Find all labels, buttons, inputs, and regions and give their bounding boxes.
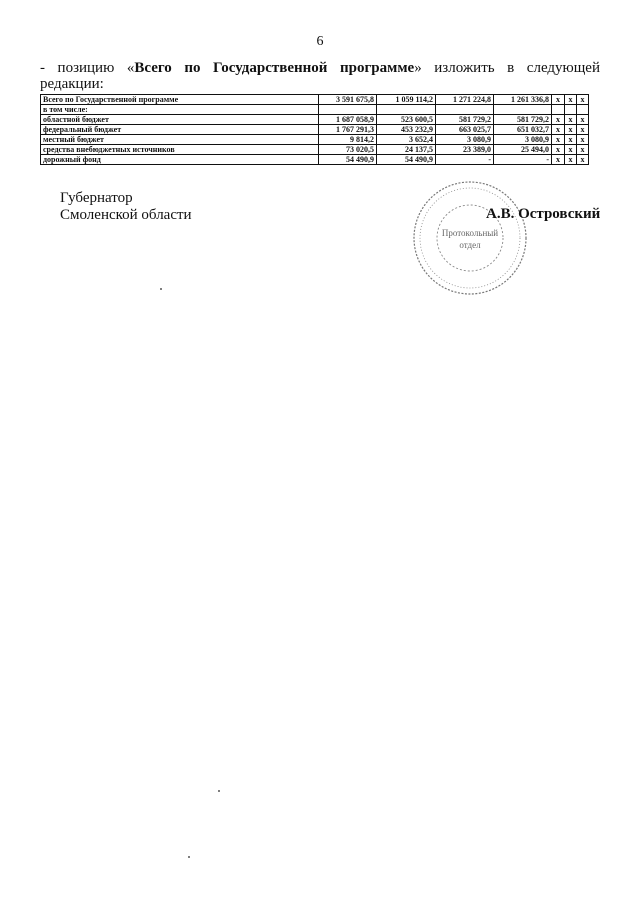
mark-cell: х bbox=[552, 95, 565, 105]
table-row bbox=[41, 155, 589, 165]
intro-paragraph bbox=[40, 60, 600, 92]
row-label: федеральный бюджет bbox=[41, 125, 319, 135]
table-row bbox=[41, 105, 589, 115]
row-label: средства внебюджетных источников bbox=[41, 145, 319, 155]
table-row bbox=[41, 125, 589, 135]
value-cell bbox=[436, 105, 494, 115]
signer-position-line-2: Смоленской области bbox=[60, 207, 192, 223]
intro-bold-phrase: Всего по Государственной программе bbox=[134, 60, 415, 76]
value-cell: 523 600,5 bbox=[377, 115, 436, 125]
mark-cell: х bbox=[552, 155, 565, 165]
value-cell: 23 389,0 bbox=[436, 145, 494, 155]
value-cell: 1 271 224,8 bbox=[436, 95, 494, 105]
mark-cell: х bbox=[552, 115, 565, 125]
row-label: дорожный фонд bbox=[41, 155, 319, 165]
mark-cell: х bbox=[577, 95, 589, 105]
value-cell: 1 059 114,2 bbox=[377, 95, 436, 105]
stamp-text-line-2: отдел bbox=[459, 240, 481, 250]
value-cell bbox=[494, 105, 552, 115]
intro-line-2: редакции: bbox=[40, 76, 104, 92]
mark-cell bbox=[565, 105, 577, 115]
intro-line-1: - позицию «Всего по Государственной программе» изложить в следующей bbox=[40, 60, 600, 76]
row-label: в том числе: bbox=[41, 105, 319, 115]
mark-cell: х bbox=[577, 115, 589, 125]
value-cell: 453 232,9 bbox=[377, 125, 436, 135]
mark-cell: х bbox=[565, 125, 577, 135]
table-row bbox=[41, 145, 589, 155]
mark-cell: х bbox=[552, 135, 565, 145]
row-label: Всего по Государственной программе bbox=[41, 95, 319, 105]
financing-table bbox=[40, 94, 589, 165]
signer-name: А.В. Островский bbox=[486, 206, 601, 222]
scan-speck bbox=[160, 288, 162, 290]
page-number: 6 bbox=[316, 34, 324, 49]
value-cell: 3 080,9 bbox=[494, 135, 552, 145]
mark-cell: х bbox=[577, 135, 589, 145]
mark-cell: х bbox=[552, 125, 565, 135]
row-label: областной бюджет bbox=[41, 115, 319, 125]
value-cell bbox=[377, 105, 436, 115]
value-cell: 73 020,5 bbox=[319, 145, 377, 155]
value-cell: 3 652,4 bbox=[377, 135, 436, 145]
signer-position-line-1: Губернатор bbox=[60, 190, 133, 206]
scan-speck bbox=[218, 790, 220, 792]
mark-cell bbox=[552, 105, 565, 115]
mark-cell: х bbox=[565, 135, 577, 145]
value-cell: 581 729,2 bbox=[494, 115, 552, 125]
signature-block bbox=[60, 190, 192, 224]
mark-cell: х bbox=[565, 145, 577, 155]
mark-cell: х bbox=[565, 115, 577, 125]
value-cell bbox=[319, 105, 377, 115]
stamp-text-line-1: Протокольный bbox=[441, 228, 499, 238]
value-cell: 3 591 675,8 bbox=[319, 95, 377, 105]
value-cell: 1 767 291,3 bbox=[319, 125, 377, 135]
mark-cell: х bbox=[565, 155, 577, 165]
value-cell: 581 729,2 bbox=[436, 115, 494, 125]
value-cell: 24 137,5 bbox=[377, 145, 436, 155]
official-stamp bbox=[410, 178, 530, 298]
mark-cell: х bbox=[565, 95, 577, 105]
value-cell: 1 687 058,9 bbox=[319, 115, 377, 125]
value-cell: 54 490,9 bbox=[319, 155, 377, 165]
value-cell: 663 025,7 bbox=[436, 125, 494, 135]
value-cell: - bbox=[494, 155, 552, 165]
table-row bbox=[41, 115, 589, 125]
value-cell: 3 080,9 bbox=[436, 135, 494, 145]
row-label: местный бюджет bbox=[41, 135, 319, 145]
mark-cell: х bbox=[577, 145, 589, 155]
value-cell: - bbox=[436, 155, 494, 165]
value-cell: 1 261 336,8 bbox=[494, 95, 552, 105]
scan-speck bbox=[188, 856, 190, 858]
table-row bbox=[41, 95, 589, 105]
table-row bbox=[41, 135, 589, 145]
value-cell: 54 490,9 bbox=[377, 155, 436, 165]
mark-cell: х bbox=[552, 145, 565, 155]
mark-cell bbox=[577, 105, 589, 115]
value-cell: 651 032,7 bbox=[494, 125, 552, 135]
value-cell: 25 494,0 bbox=[494, 145, 552, 155]
value-cell: 9 814,2 bbox=[319, 135, 377, 145]
mark-cell: х bbox=[577, 155, 589, 165]
mark-cell: х bbox=[577, 125, 589, 135]
